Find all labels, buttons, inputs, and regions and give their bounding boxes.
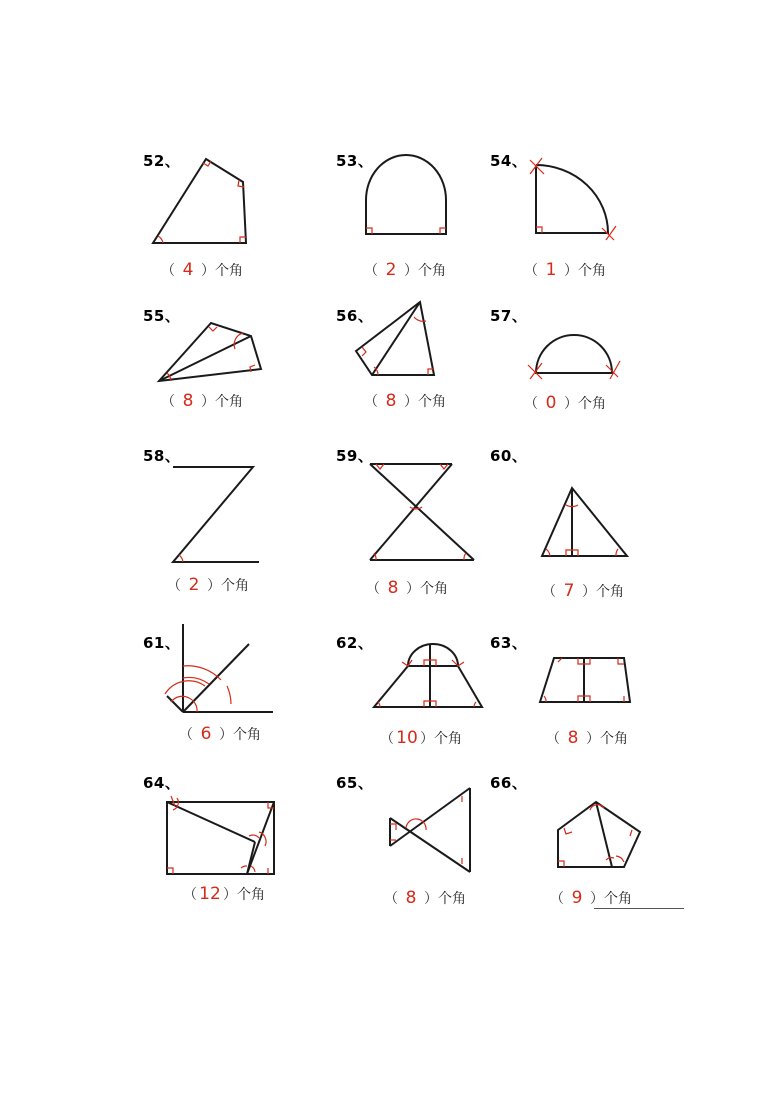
answer-value: 8 (182, 391, 194, 411)
problem-number: 54、 (490, 152, 528, 170)
problem-64 (143, 772, 343, 922)
answer-value: 8 (387, 578, 399, 598)
answer-line: （ 8 ）个角 (364, 391, 446, 411)
figure-rectangle-diagonals (143, 772, 343, 882)
answer-line: （ 4 ）个角 (161, 260, 243, 280)
problem-61 (143, 632, 343, 782)
answer-line: （ 6 ）个角 (179, 724, 261, 744)
problem-number: 62、 (336, 634, 374, 652)
answer-value: 6 (200, 724, 212, 744)
answer-line: （ 1 ）个角 (524, 260, 606, 280)
figure-quadrilateral (143, 150, 343, 250)
problem-60 (490, 445, 690, 601)
answer-line: （ 12 ）个角 (183, 884, 265, 904)
answer-value: 8 (567, 728, 579, 748)
answer-line: （ 8 ）个角 (161, 391, 243, 411)
problem-number: 64、 (143, 774, 181, 792)
figure-quarter-circle (490, 150, 690, 250)
answer-value: 12 (199, 884, 221, 904)
answer-value: 2 (188, 575, 200, 595)
problem-number: 53、 (336, 152, 374, 170)
answer-value: 2 (385, 260, 397, 280)
problem-number: 57、 (490, 307, 528, 325)
answer-underline (594, 908, 684, 909)
problem-number: 61、 (143, 634, 181, 652)
problem-number: 63、 (490, 634, 528, 652)
answer-value: 7 (563, 581, 575, 601)
figure-split-trapezoid (490, 632, 690, 732)
problem-number: 55、 (143, 307, 181, 325)
answer-line: （ 8 ）个角 (546, 728, 628, 748)
answer-line: （ 8 ）个角 (384, 888, 466, 908)
problem-58 (143, 445, 343, 595)
figure-fan-triangles (143, 305, 343, 405)
problem-number: 52、 (143, 152, 181, 170)
answer-value: 8 (385, 391, 397, 411)
answer-line: （ 7 ）个角 (542, 581, 624, 601)
problem-55 (143, 305, 343, 455)
answer-line: （ 2 ）个角 (167, 575, 249, 595)
figure-semicircle (490, 305, 690, 405)
figure-z-shape (143, 445, 343, 575)
figure-triangle-altitude (490, 445, 690, 575)
problem-66 (490, 772, 690, 922)
problem-57 (490, 305, 690, 455)
problem-63 (490, 632, 690, 782)
answer-line: （ 2 ）个角 (364, 260, 446, 280)
answer-value: 0 (545, 393, 557, 413)
answer-line: （ 0 ）个角 (524, 393, 606, 413)
answer-value: 9 (571, 888, 583, 908)
answer-line: （ 10 ）个角 (380, 728, 462, 748)
answer-value: 8 (405, 888, 417, 908)
problem-number: 65、 (336, 774, 374, 792)
figure-pentagon-split (490, 772, 690, 882)
problem-number: 60、 (490, 447, 528, 465)
figure-rays (143, 632, 343, 732)
problem-number: 58、 (143, 447, 181, 465)
problem-number: 56、 (336, 307, 374, 325)
answer-line: （ 8 ）个角 (366, 578, 448, 598)
problem-54 (490, 150, 690, 300)
answer-value: 1 (545, 260, 557, 280)
answer-value: 10 (396, 728, 418, 748)
problem-number: 59、 (336, 447, 374, 465)
answer-line: （ 9 ）个角 (550, 888, 632, 908)
answer-value: 4 (182, 260, 194, 280)
problem-number: 66、 (490, 774, 528, 792)
problem-52 (143, 150, 343, 300)
